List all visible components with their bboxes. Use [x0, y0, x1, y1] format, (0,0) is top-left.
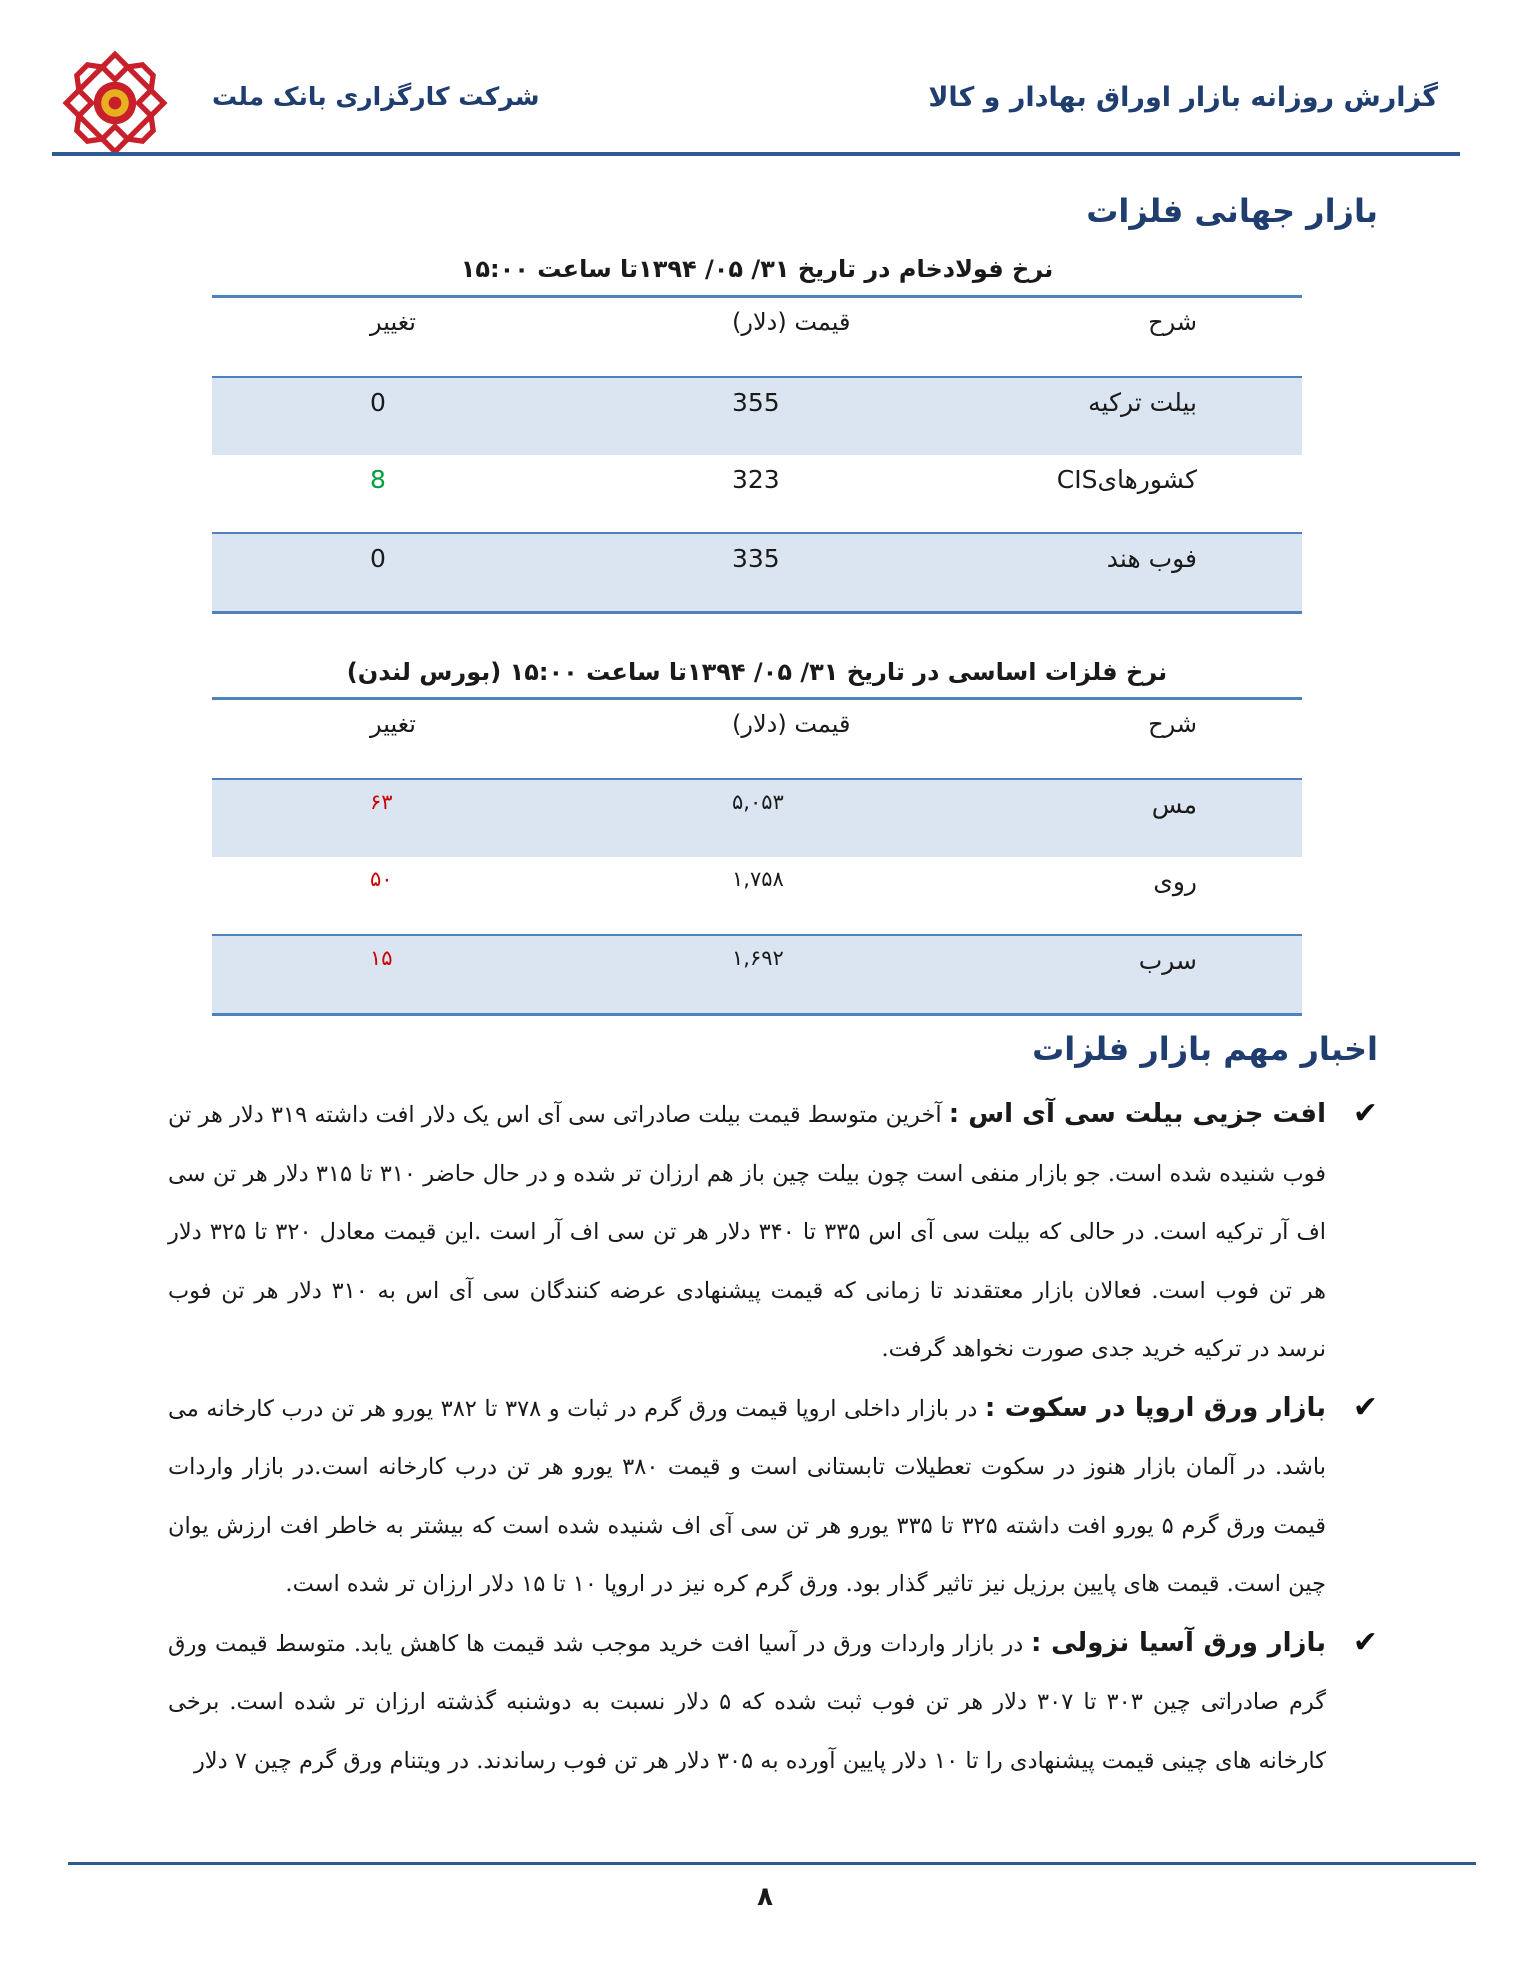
check-icon: ✔	[1352, 1624, 1378, 1660]
table-header-row	[212, 298, 1302, 376]
steel-table-caption: نرخ فولادخام در تاریخ ۳۱/ ۰۵/ ۱۳۹۴تا ساعت ۱۵:۰۰	[460, 255, 1054, 283]
row-desc: روی	[1153, 867, 1197, 896]
row-price: 355	[732, 388, 780, 417]
header-change: تغییر	[370, 308, 416, 336]
table-row	[212, 455, 1302, 532]
section-title-metals-news: اخبار مهم بازار فلزات	[1032, 1030, 1378, 1068]
header-divider	[52, 152, 1460, 156]
page-number: ۸	[757, 1882, 773, 1912]
news-heading: افت جزیی بیلت سی آی اس :	[948, 1099, 1326, 1129]
news-heading: بازار ورق اروپا در سکوت :	[984, 1392, 1327, 1423]
news-body: در بازار واردات ورق در آسیا افت خرید موجب شد قیمت ها کاهش یابد. متوسط قیمت ورق گرم صادراتی چین ۳۰۳ تا ۳۰۷ دلار هر تن فوب ثبت شده که ۵ دلار نسبت به دوشنبه گذشته ارزان تر شده است. برخی کارخانه های چینی قیمت پیشنهادی را تا ۱۰ دلار پایین آورده به ۳۰۵ دلار هر تن فوب رساندند. در ویتنام ورق گرم چین ۷ دلار	[168, 1630, 1327, 1774]
header-change: تغییر	[370, 710, 416, 738]
table-row	[212, 934, 1302, 1016]
row-desc: فوب هند	[1106, 544, 1197, 573]
base-metals-table-caption: نرخ فلزات اساسی در تاریخ ۳۱/ ۰۵/ ۱۳۹۴تا ساعت ۱۵:۰۰ (بورس لندن)	[346, 658, 1168, 686]
company-name: شرکت کارگزاری بانک ملت	[212, 82, 540, 111]
steel-price-table	[212, 295, 1302, 614]
section-title-world-metals: بازار جهانی فلزات	[1086, 192, 1378, 230]
row-price: 323	[732, 465, 780, 494]
row-change: ۱۵	[370, 946, 393, 970]
list-item	[168, 1614, 1378, 1791]
row-change: 8	[370, 465, 386, 494]
row-price: ۵,۰۵۳	[732, 790, 784, 814]
row-price: ۱,۷۵۸	[732, 867, 784, 891]
list-item	[168, 1379, 1378, 1614]
list-item	[168, 1085, 1378, 1379]
table-row	[212, 778, 1302, 857]
row-price: ۱,۶۹۲	[732, 946, 784, 970]
header-price: قیمت (دلار)	[732, 710, 851, 738]
table-row	[212, 532, 1302, 614]
row-change: 0	[370, 544, 386, 573]
header-desc: شرح	[1148, 710, 1197, 738]
row-change: 0	[370, 388, 386, 417]
news-body: در بازار داخلی اروپا قیمت ورق گرم در ثبات و ۳۷۸ تا ۳۸۲ یورو هر تن درب کارخانه می باشد. در آلمان بازار هنوز در سکوت تعطیلات تابستانی است و قیمت ۳۸۰ یورو هر تن درب کارخانه است.در بازار واردات قیمت ورق گرم ۵ یورو افت داشته ۳۲۵ تا ۳۳۵ یورو هر تن سی آی اف شنیده شده است که بیشتر به خاطر افت ارزش یوان چین است. قیمت های پایین برزیل نیز تاثیر گذار بود. ورق گرم کره نیز در اروپا ۱۰ تا ۱۵ دلار ارزان تر شده است.	[168, 1395, 1326, 1597]
news-body: آخرین متوسط قیمت بیلت صادراتی سی آی اس یک دلار افت داشته ۳۱۹ دلار هر تن فوب شنیده شده است. جو بازار منفی است چون بیلت چین باز هم ارزان تر شده و در حال حاضر ۳۱۰ تا ۳۱۵ دلار هر تن سی اف آر ترکیه است. در حالی که بیلت سی آی اس ۳۳۵ تا ۳۴۰ دلار هر تن سی اف آر است .این قیمت معادل ۳۲۰ تا ۳۲۵ دلار هر تن فوب است. فعالان بازار معتقدند تا زمانی که قیمت پیشنهادی عرضه کنندگان سی آی اس به ۳۱۰ دلار هر تن فوب نرسد در ترکیه خرید جدی صورت نخواهد گرفت.	[168, 1102, 1327, 1362]
check-icon: ✔	[1352, 1389, 1378, 1425]
table-row	[212, 857, 1302, 934]
table-row	[212, 376, 1302, 455]
row-price: 335	[732, 544, 780, 573]
header-desc: شرح	[1148, 308, 1197, 336]
row-desc: سرب	[1138, 946, 1197, 975]
news-heading: بازار ورق آسیا نزولی :	[1031, 1627, 1326, 1658]
table-header-row	[212, 700, 1302, 778]
row-desc: مس	[1151, 790, 1197, 819]
company-logo	[62, 50, 168, 156]
row-change: ۶۳	[370, 790, 393, 814]
footer-divider	[68, 1862, 1476, 1865]
row-change: ۵۰	[370, 867, 393, 891]
news-list	[168, 1085, 1378, 1790]
row-desc: بیلت ترکیه	[1088, 388, 1197, 417]
base-metals-price-table	[212, 697, 1302, 1016]
header-price: قیمت (دلار)	[732, 308, 851, 336]
report-title: گزارش روزانه بازار اوراق بهادار و کالا	[928, 82, 1438, 113]
check-icon: ✔	[1352, 1096, 1378, 1131]
row-desc: کشورهایCIS	[1056, 465, 1197, 494]
